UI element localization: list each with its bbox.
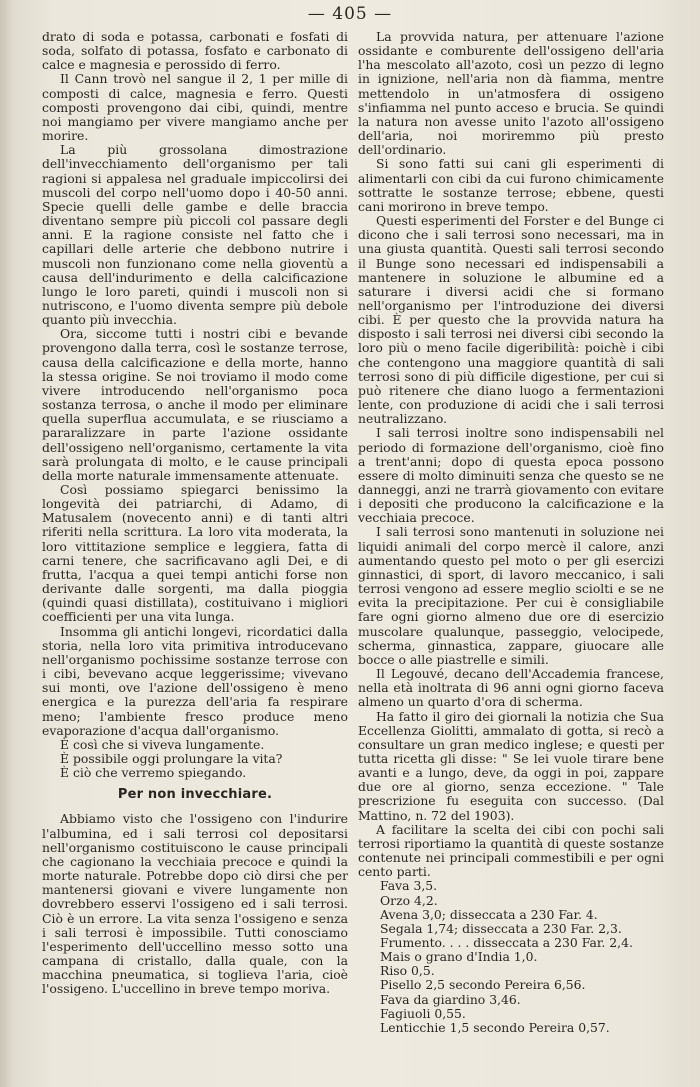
list-item: Avena 3,0; disseccata a 230 Far. 4. [380,906,598,922]
question-line: È possibile oggi prolungare la vita? [60,750,283,766]
paragraph: La più grossolana dimostrazione dell'invecchiamento dell'organismo per tali ragioni si appalesa nel graduale impiccolirsi dei muscoli del corpo nell'uomo dopo i 40-50 anni. Specie quelli delle gambe e delle braccia diventano sempre più piccoli col passare degli anni. E la ragione consiste nel fatto che i capillari delle arterie che debbono nutrire i muscoli non funzionano come nella gioventù a causa dell'indurimento e della calcificazione lungo le loro pareti, quindi i muscoli non si nutriscono, e l'uomo diventa sempre più debole quanto più invecchia. [42,142,348,328]
paragraph: Insomma gli antichi longevi, ricordatici dalla storia, nella loro vita primitiva introducevano nell'organismo pochissime sostanze terrose con i cibi, bevevano acque leggerissime; vivevano sui monti, ove l'azione dell'ossigeno è meno energica e la purezza dell'aria fa respirare meno; l'ambiente fresco produce meno evaporazione d'acqua dall'organismo. [42,623,348,738]
list-item: Riso 0,5. [380,963,435,979]
paragraph: A facilitare la scelta dei cibi con pochi sali terrosi riportiamo la quantità di queste sostanze contenute nei principali commestibili e per ogni cento parti. [358,821,664,880]
list-item: Fava da giardino 3,46. [380,991,521,1007]
list-item: Pisello 2,5 secondo Pereira 6,56. [380,977,586,993]
question-line: È così che si viveva lungamente. [60,736,265,752]
list-item: Fagiuoli 0,55. [380,1005,466,1021]
paragraph: I sali terrosi sono mantenuti in soluzione nei liquidi animali del corpo mercè il calore, anzi aumentando questo pel moto o per gli esercizi ginnastici, di sport, di lavoro meccanico, i sali terrosi vengono ad essere meglio sciolti e se ne evita la precipitazione. Per cui è consigliabile fare ogni giorno almeno due ore di esercizio muscolare qualunque, passeggio, velocipede, scherma, ginnastica, zappare, giuocare alle bocce o alle piastrelle e simili. [358,524,664,667]
paragraph: La provvida natura, per attenuare l'azione ossidante e comburente dell'ossigeno dell'aria l'ha mescolato all'azoto, così un pezzo di legno in ignizione, nell'aria non dà fiamma, mentre mettendolo in un'atmosfera di ossigeno s'infiamma nel punto acceso e brucia. Se quindi la natura non avesse unito l'azoto all'ossigeno dell'aria, noi moriremmo più presto dell'ordinario. [358,29,664,158]
paragraph: Così possiamo spiegarci benissimo la longevità dei patriarchi, di Adamo, di Matusalem (novecento anni) e di tanti altri riferiti nella scrittura. La loro vita moderata, la loro vittitazione semplice e leggiera, fatta di carni tenere, che sacrificavano agli Dei, e di frutta, l'acqua a quei tempi antichi forse non derivante dalle sorgenti, ma dalla pioggia (quindi quasi distillata), costituivano i migliori coefficienti per una vita lunga. [42,482,348,625]
list-item: Segala 1,74; disseccata a 230 Far. 2,3. [380,920,622,936]
paragraph: Abbiamo visto che l'ossigeno con l'indurire l'albumina, ed i sali terrosi col depositarsi nell'organismo costituiscono le cause principali che cagionano la vecchiaia precoce e quindi la morte naturale. Potrebbe dopo ciò dirsi che per mantenersi giovani e vivere lungamente non dovrebbero esservi l'ossigeno ed i sali terrosi. Ciò è un errore. La vita senza l'ossigeno e senza i sali terrosi è impossibile. Tutti conosciamo l'esperimento dell'uccellino messo sotto una campana di cristallo, dalla quale, con la macchina pneumatica, si toglieva l'aria, cioè l'ossigeno. L'uccellino in breve tempo moriva. [42,811,348,997]
left-column [42,30,348,996]
page-edge-shadow [0,0,14,1087]
paragraph: Questi esperimenti del Forster e del Bunge ci dicono che i sali terrosi sono necessari, ma in una giusta quantità. Questi sali terrosi secondo il Bunge sono necessari ed indispensabili a mantenere in soluzione le albumine ed a saturare i diversi acidi che si formano nell'organismo per l'introduzione dei diversi cibi. È per questo che la provvida natura ha disposto i sali terrosi nei diversi cibi secondo la loro più o meno facile digeribilità: poichè i cibi che contengono una maggiore quantità di sali terrosi sono di più difficile digestione, per cui si può ritenere che diano luogo a fermentazioni lente, con produzione di acidi che i sali terrosi neutralizzano. [358,213,664,427]
list-item: Lenticchie 1,5 secondo Pereira 0,57. [380,1019,610,1035]
page-number: — 405 — [307,4,393,24]
paragraph: Il Cann trovò nel sangue il 2, 1 per mille di composti di calce, magnesia e ferro. Questi composti provengono dai cibi, quindi, mentre noi mangiamo per vivere mangiamo anche per morire. [42,71,348,144]
list-item: Mais o grano d'India 1,0. [380,949,538,965]
paragraph: drato di soda e potassa, carbonati e fosfati di soda, solfato di potassa, fosfato e carbonato di calce e magnesia e perossido di ferro. [42,29,348,73]
paragraph: I sali terrosi inoltre sono indispensabili nel periodo di formazione dell'organismo, cioè fino a trent'anni; dopo di questa epoca possono essere di molto diminuiti senza che questo se ne danneggi, anzi ne trarrà giovamento con evitare i depositi che producono la calcificazione e la vecchiaia precoce. [358,425,664,526]
paragraph: Ha fatto il giro dei giornali la notizia che Sua Eccellenza Giolitti, ammalato di gotta, si recò a consultare un gran medico inglese; e questi per tutta ricetta gli disse: " Se lei vuole tirare bene avanti e a lungo, deve, da oggi in poi, zappare due ore al giorno, senza eccezione. " Tale prescrizione fu eseguita con successo. (Dal Mattino, n. 72 del 1903). [358,708,664,823]
list-item: Frumento. . . . disseccata a 230 Far. 2,4. [380,935,633,950]
paragraph: Ora, siccome tutti i nostri cibi e bevande provengono dalla terra, così le sostanze terrose, causa della calcificazione e della morte, hanno la stessa origine. Se noi troviamo il modo come vivere introducendo nell'organismo poca sostanza terrosa, o anche il modo per eliminare quella superflua accumulata, e se riusciamo a pararalizzare in parte l'azione ossidante dell'ossigeno nell'organismo, certamente la vita sarà prolungata di molto, e le cause principali della morte naturale immensamente attenuate. [42,326,348,483]
paragraph: Il Legouvé, decano dell'Accademia francese, nella età inoltrata di 96 anni ogni giorno faceva almeno un quarto d'ora di scherma. [358,666,664,710]
list-item: Fava 3,5. [380,878,438,894]
question-line: È ciò che verremo spiegando. [60,765,247,781]
list-item: Orzo 4,2. [380,892,438,908]
right-column [358,30,664,1035]
food-list [358,879,664,1035]
paragraph: Si sono fatti sui cani gli esperimenti di alimentarli con cibi da cui furono chimicamente sottratte le sostanze terrose; ebbene, questi cani morirono in breve tempo. [358,156,664,214]
section-heading: Per non invecchiare. [117,787,273,803]
